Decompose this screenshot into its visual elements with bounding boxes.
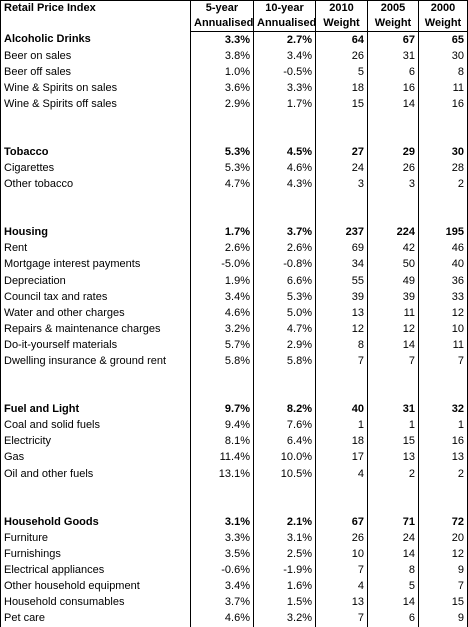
item-row: [1, 321, 468, 337]
group-row-10yr-cell[interactable]: 8.2%: [254, 402, 316, 418]
item-row: [1, 80, 468, 96]
item-row-label[interactable]: Repairs & maintenance charges: [1, 321, 191, 337]
empty-cell[interactable]: [368, 370, 419, 386]
item-row-label[interactable]: Mortgage interest payments: [1, 257, 191, 273]
item-row-2000-cell[interactable]: 30: [419, 48, 468, 64]
item-row-label[interactable]: Electricity: [1, 434, 191, 450]
item-row: [1, 595, 468, 611]
item-row-2010-cell[interactable]: 26: [316, 530, 368, 546]
item-row-2000-cell[interactable]: 15: [419, 595, 468, 611]
item-row-5yr-cell[interactable]: 4.6%: [191, 305, 254, 321]
item-row-2005-cell[interactable]: 50: [368, 257, 419, 273]
item-row-2000-cell[interactable]: 12: [419, 546, 468, 562]
empty-cell[interactable]: [191, 193, 254, 209]
item-row: [1, 450, 468, 466]
header-row-1: [1, 1, 468, 17]
empty-cell[interactable]: [316, 112, 368, 128]
item-row-label[interactable]: Beer on sales: [1, 48, 191, 64]
item-row-2000-cell[interactable]: 9: [419, 562, 468, 578]
empty-cell[interactable]: [1, 498, 191, 514]
table-body: [1, 1, 468, 627]
item-row-2000-cell[interactable]: 40: [419, 257, 468, 273]
item-row-5yr-cell[interactable]: 5.8%: [191, 354, 254, 370]
item-row-2005-cell[interactable]: 11: [368, 305, 419, 321]
item-row-5yr-cell[interactable]: -5.0%: [191, 257, 254, 273]
item-row-label[interactable]: Do-it-yourself materials: [1, 337, 191, 353]
item-row-10yr-cell[interactable]: 6.6%: [254, 273, 316, 289]
group-row-5yr-cell[interactable]: 3.1%: [191, 514, 254, 530]
item-row-2005-cell[interactable]: 7: [368, 354, 419, 370]
item-row-2005-cell[interactable]: 3: [368, 177, 419, 193]
empty-cell[interactable]: [419, 370, 468, 386]
item-row: [1, 64, 468, 80]
item-row-2000-cell[interactable]: 2: [419, 466, 468, 482]
item-row-2000-cell[interactable]: 7: [419, 354, 468, 370]
item-row-10yr-cell[interactable]: 10.0%: [254, 450, 316, 466]
item-row-2000-cell[interactable]: 16: [419, 96, 468, 112]
empty-cell[interactable]: [419, 386, 468, 402]
group-row-5yr-cell[interactable]: 5.3%: [191, 144, 254, 160]
col-subheader-2000[interactable]: Weight: [419, 16, 468, 32]
item-row-10yr-cell[interactable]: 4.6%: [254, 161, 316, 177]
empty-cell[interactable]: [419, 498, 468, 514]
item-row-2010-cell[interactable]: 12: [316, 321, 368, 337]
group-row-10yr-cell[interactable]: 3.7%: [254, 225, 316, 241]
item-row-label[interactable]: Depreciation: [1, 273, 191, 289]
group-row-2005-cell[interactable]: 224: [368, 225, 419, 241]
empty-cell[interactable]: [191, 209, 254, 225]
item-row-2005-cell[interactable]: 2: [368, 466, 419, 482]
group-row-2010-cell[interactable]: 237: [316, 225, 368, 241]
group-row-label[interactable]: Household Goods: [1, 514, 191, 530]
col-subheader-2010[interactable]: Weight: [316, 16, 368, 32]
empty-cell[interactable]: [254, 370, 316, 386]
item-row-2010-cell[interactable]: 15: [316, 96, 368, 112]
item-row-2005-cell[interactable]: 42: [368, 241, 419, 257]
item-row-label[interactable]: Electrical appliances: [1, 562, 191, 578]
empty-cell[interactable]: [254, 498, 316, 514]
empty-cell[interactable]: [316, 209, 368, 225]
item-row-10yr-cell[interactable]: 2.6%: [254, 241, 316, 257]
item-row-2000-cell[interactable]: 10: [419, 321, 468, 337]
item-row-2010-cell[interactable]: 4: [316, 466, 368, 482]
group-row-2000-cell[interactable]: 30: [419, 144, 468, 160]
item-row: [1, 289, 468, 305]
item-row: [1, 611, 468, 627]
item-row-5yr-cell[interactable]: 4.6%: [191, 611, 254, 627]
col-header-10yr[interactable]: 10-year: [254, 1, 316, 17]
item-row-2005-cell[interactable]: 6: [368, 64, 419, 80]
group-row-2005-cell[interactable]: 31: [368, 402, 419, 418]
group-row-5yr-cell[interactable]: 3.3%: [191, 32, 254, 49]
item-row-2005-cell[interactable]: 12: [368, 321, 419, 337]
empty-cell[interactable]: [368, 386, 419, 402]
group-row-label[interactable]: Housing: [1, 225, 191, 241]
item-row-2010-cell[interactable]: 24: [316, 161, 368, 177]
item-row-5yr-cell[interactable]: 1.9%: [191, 273, 254, 289]
group-row-2005-cell[interactable]: 67: [368, 32, 419, 49]
empty-cell[interactable]: [316, 193, 368, 209]
empty-cell[interactable]: [368, 482, 419, 498]
item-row-2010-cell[interactable]: 69: [316, 241, 368, 257]
item-row-2005-cell[interactable]: 24: [368, 530, 419, 546]
item-row-2000-cell[interactable]: 20: [419, 530, 468, 546]
item-row-label[interactable]: Household consumables: [1, 595, 191, 611]
item-row-10yr-cell[interactable]: 1.5%: [254, 595, 316, 611]
item-row: [1, 530, 468, 546]
empty-cell[interactable]: [254, 482, 316, 498]
item-row-2005-cell[interactable]: 26: [368, 161, 419, 177]
item-row-2000-cell[interactable]: 16: [419, 434, 468, 450]
empty-cell[interactable]: [1, 112, 191, 128]
empty-cell[interactable]: [368, 193, 419, 209]
item-row-10yr-cell[interactable]: -0.5%: [254, 64, 316, 80]
item-row-label[interactable]: Gas: [1, 450, 191, 466]
group-row-2000-cell[interactable]: 195: [419, 225, 468, 241]
item-row: [1, 466, 468, 482]
item-row-10yr-cell[interactable]: 10.5%: [254, 466, 316, 482]
group-row: [1, 514, 468, 530]
group-row-10yr-cell[interactable]: 4.5%: [254, 144, 316, 160]
empty-cell[interactable]: [254, 112, 316, 128]
group-row-2010-cell[interactable]: 27: [316, 144, 368, 160]
item-row-2010-cell[interactable]: 8: [316, 337, 368, 353]
item-row-2010-cell[interactable]: 34: [316, 257, 368, 273]
empty-cell[interactable]: [191, 128, 254, 144]
item-row-2000-cell[interactable]: 11: [419, 337, 468, 353]
item-row-2000-cell[interactable]: 7: [419, 578, 468, 594]
table-title[interactable]: Retail Price Index: [1, 1, 191, 32]
item-row-label[interactable]: Wine & Spirits on sales: [1, 80, 191, 96]
item-row: [1, 48, 468, 64]
item-row-2000-cell[interactable]: 11: [419, 80, 468, 96]
empty-cell[interactable]: [191, 112, 254, 128]
item-row-2005-cell[interactable]: 14: [368, 546, 419, 562]
item-row-2010-cell[interactable]: 18: [316, 434, 368, 450]
item-row-5yr-cell[interactable]: 2.6%: [191, 241, 254, 257]
empty-cell[interactable]: [419, 128, 468, 144]
item-row-2000-cell[interactable]: 12: [419, 305, 468, 321]
empty-cell[interactable]: [316, 498, 368, 514]
item-row-2010-cell[interactable]: 39: [316, 289, 368, 305]
item-row-2005-cell[interactable]: 5: [368, 578, 419, 594]
item-row: [1, 578, 468, 594]
item-row-10yr-cell[interactable]: 2.9%: [254, 337, 316, 353]
group-row-2010-cell[interactable]: 64: [316, 32, 368, 49]
item-row-label[interactable]: Rent: [1, 241, 191, 257]
item-row-label[interactable]: Dwelling insurance & ground rent: [1, 354, 191, 370]
group-row-5yr-cell[interactable]: 1.7%: [191, 225, 254, 241]
group-row: [1, 32, 468, 49]
empty-cell[interactable]: [1, 193, 191, 209]
empty-cell[interactable]: [368, 209, 419, 225]
item-row-5yr-cell[interactable]: -0.6%: [191, 562, 254, 578]
item-row-5yr-cell[interactable]: 11.4%: [191, 450, 254, 466]
item-row-label[interactable]: Water and other charges: [1, 305, 191, 321]
item-row-2000-cell[interactable]: 46: [419, 241, 468, 257]
item-row-2000-cell[interactable]: 36: [419, 273, 468, 289]
group-row-2000-cell[interactable]: 65: [419, 32, 468, 49]
item-row: [1, 562, 468, 578]
col-header-2005[interactable]: 2005: [368, 1, 419, 17]
item-row-2010-cell[interactable]: 55: [316, 273, 368, 289]
item-row-10yr-cell[interactable]: 1.7%: [254, 96, 316, 112]
empty-cell[interactable]: [368, 498, 419, 514]
item-row-2010-cell[interactable]: 5: [316, 64, 368, 80]
empty-cell[interactable]: [254, 193, 316, 209]
empty-cell[interactable]: [254, 209, 316, 225]
empty-cell[interactable]: [316, 482, 368, 498]
item-row-5yr-cell[interactable]: 3.3%: [191, 530, 254, 546]
spacer-row: [1, 370, 468, 386]
item-row: [1, 241, 468, 257]
empty-cell[interactable]: [191, 370, 254, 386]
spacer-row: [1, 482, 468, 498]
spacer-row: [1, 193, 468, 209]
empty-cell[interactable]: [191, 498, 254, 514]
item-row-label[interactable]: Pet care: [1, 611, 191, 627]
item-row-2005-cell[interactable]: 39: [368, 289, 419, 305]
item-row-10yr-cell[interactable]: 7.6%: [254, 418, 316, 434]
item-row-10yr-cell[interactable]: -0.8%: [254, 257, 316, 273]
item-row-label[interactable]: Other household equipment: [1, 578, 191, 594]
item-row-2010-cell[interactable]: 26: [316, 48, 368, 64]
item-row-5yr-cell[interactable]: 2.9%: [191, 96, 254, 112]
item-row-label[interactable]: Coal and solid fuels: [1, 418, 191, 434]
col-header-2000[interactable]: 2000: [419, 1, 468, 17]
empty-cell[interactable]: [254, 386, 316, 402]
item-row-10yr-cell[interactable]: 5.8%: [254, 354, 316, 370]
item-row-2005-cell[interactable]: 49: [368, 273, 419, 289]
item-row-2000-cell[interactable]: 8: [419, 64, 468, 80]
item-row-5yr-cell[interactable]: 4.7%: [191, 177, 254, 193]
spacer-row: [1, 128, 468, 144]
item-row-label[interactable]: Furniture: [1, 530, 191, 546]
item-row: [1, 337, 468, 353]
col-subheader-5yr[interactable]: Annualised: [191, 16, 254, 32]
item-row-2000-cell[interactable]: 1: [419, 418, 468, 434]
item-row-2010-cell[interactable]: 7: [316, 354, 368, 370]
item-row-2010-cell[interactable]: 7: [316, 562, 368, 578]
item-row-2000-cell[interactable]: 33: [419, 289, 468, 305]
item-row: [1, 177, 468, 193]
item-row: [1, 418, 468, 434]
group-row-2000-cell[interactable]: 32: [419, 402, 468, 418]
item-row-10yr-cell[interactable]: 5.3%: [254, 289, 316, 305]
item-row-2010-cell[interactable]: 17: [316, 450, 368, 466]
item-row-2010-cell[interactable]: 1: [316, 418, 368, 434]
group-row-label[interactable]: Tobacco: [1, 144, 191, 160]
group-row-label[interactable]: Fuel and Light: [1, 402, 191, 418]
item-row-5yr-cell[interactable]: 3.6%: [191, 80, 254, 96]
item-row-2010-cell[interactable]: 7: [316, 611, 368, 627]
empty-cell[interactable]: [316, 386, 368, 402]
item-row-10yr-cell[interactable]: 3.2%: [254, 611, 316, 627]
item-row-2005-cell[interactable]: 13: [368, 450, 419, 466]
item-row-10yr-cell[interactable]: -1.9%: [254, 562, 316, 578]
item-row-5yr-cell[interactable]: 13.1%: [191, 466, 254, 482]
item-row-2005-cell[interactable]: 15: [368, 434, 419, 450]
empty-cell[interactable]: [1, 370, 191, 386]
group-row-2010-cell[interactable]: 40: [316, 402, 368, 418]
item-row-2005-cell[interactable]: 31: [368, 48, 419, 64]
item-row-10yr-cell[interactable]: 1.6%: [254, 578, 316, 594]
item-row-10yr-cell[interactable]: 4.7%: [254, 321, 316, 337]
group-row-2000-cell[interactable]: 72: [419, 514, 468, 530]
item-row-5yr-cell[interactable]: 8.1%: [191, 434, 254, 450]
item-row: [1, 161, 468, 177]
empty-cell[interactable]: [419, 209, 468, 225]
empty-cell[interactable]: [1, 386, 191, 402]
item-row-2005-cell[interactable]: 14: [368, 96, 419, 112]
item-row-2005-cell[interactable]: 14: [368, 595, 419, 611]
col-header-5yr[interactable]: 5-year: [191, 1, 254, 17]
col-subheader-2005[interactable]: Weight: [368, 16, 419, 32]
empty-cell[interactable]: [1, 209, 191, 225]
item-row-5yr-cell[interactable]: 5.3%: [191, 161, 254, 177]
item-row-2000-cell[interactable]: 9: [419, 611, 468, 627]
group-row-label[interactable]: Alcoholic Drinks: [1, 32, 191, 49]
empty-cell[interactable]: [316, 128, 368, 144]
item-row-2010-cell[interactable]: 13: [316, 305, 368, 321]
empty-cell[interactable]: [419, 193, 468, 209]
spacer-row: [1, 498, 468, 514]
item-row-10yr-cell[interactable]: 3.4%: [254, 48, 316, 64]
item-row-label[interactable]: Furnishings: [1, 546, 191, 562]
empty-cell[interactable]: [1, 128, 191, 144]
item-row-5yr-cell[interactable]: 3.8%: [191, 48, 254, 64]
item-row: [1, 273, 468, 289]
empty-cell[interactable]: [316, 370, 368, 386]
spacer-row: [1, 386, 468, 402]
item-row-5yr-cell[interactable]: 3.2%: [191, 321, 254, 337]
group-row-10yr-cell[interactable]: 2.1%: [254, 514, 316, 530]
item-row-10yr-cell[interactable]: 3.3%: [254, 80, 316, 96]
spacer-row: [1, 112, 468, 128]
item-row-10yr-cell[interactable]: 2.5%: [254, 546, 316, 562]
item-row-2010-cell[interactable]: 3: [316, 177, 368, 193]
item-row-2010-cell[interactable]: 10: [316, 546, 368, 562]
item-row-10yr-cell[interactable]: 6.4%: [254, 434, 316, 450]
item-row-2005-cell[interactable]: 8: [368, 562, 419, 578]
item-row: [1, 96, 468, 112]
item-row-label[interactable]: Oil and other fuels: [1, 466, 191, 482]
item-row-5yr-cell[interactable]: 3.4%: [191, 578, 254, 594]
empty-cell[interactable]: [191, 482, 254, 498]
item-row: [1, 546, 468, 562]
item-row-5yr-cell[interactable]: 3.7%: [191, 595, 254, 611]
item-row-2005-cell[interactable]: 6: [368, 611, 419, 627]
item-row: [1, 257, 468, 273]
item-row-2000-cell[interactable]: 13: [419, 450, 468, 466]
spacer-row: [1, 209, 468, 225]
item-row-2005-cell[interactable]: 16: [368, 80, 419, 96]
empty-cell[interactable]: [419, 112, 468, 128]
group-row-2010-cell[interactable]: 67: [316, 514, 368, 530]
empty-cell[interactable]: [254, 128, 316, 144]
item-row-label[interactable]: Council tax and rates: [1, 289, 191, 305]
item-row-label[interactable]: Other tobacco: [1, 177, 191, 193]
item-row-2005-cell[interactable]: 14: [368, 337, 419, 353]
empty-cell[interactable]: [368, 128, 419, 144]
item-row-10yr-cell[interactable]: 4.3%: [254, 177, 316, 193]
empty-cell[interactable]: [419, 482, 468, 498]
group-row-2005-cell[interactable]: 71: [368, 514, 419, 530]
item-row-5yr-cell[interactable]: 1.0%: [191, 64, 254, 80]
col-header-2010[interactable]: 2010: [316, 1, 368, 17]
item-row-2000-cell[interactable]: 28: [419, 161, 468, 177]
item-row-5yr-cell[interactable]: 5.7%: [191, 337, 254, 353]
group-row-2005-cell[interactable]: 29: [368, 144, 419, 160]
item-row-5yr-cell[interactable]: 3.4%: [191, 289, 254, 305]
group-row: [1, 402, 468, 418]
item-row: [1, 305, 468, 321]
group-row: [1, 144, 468, 160]
item-row-label[interactable]: Cigarettes: [1, 161, 191, 177]
item-row-2000-cell[interactable]: 2: [419, 177, 468, 193]
empty-cell[interactable]: [191, 386, 254, 402]
item-row-2010-cell[interactable]: 4: [316, 578, 368, 594]
col-subheader-10yr[interactable]: Annualised: [254, 16, 316, 32]
item-row-label[interactable]: Wine & Spirits off sales: [1, 96, 191, 112]
empty-cell[interactable]: [368, 112, 419, 128]
item-row-2005-cell[interactable]: 1: [368, 418, 419, 434]
item-row-2010-cell[interactable]: 18: [316, 80, 368, 96]
group-row-10yr-cell[interactable]: 2.7%: [254, 32, 316, 49]
item-row-5yr-cell[interactable]: 3.5%: [191, 546, 254, 562]
item-row-10yr-cell[interactable]: 5.0%: [254, 305, 316, 321]
item-row: [1, 434, 468, 450]
item-row-10yr-cell[interactable]: 3.1%: [254, 530, 316, 546]
item-row: [1, 354, 468, 370]
group-row-5yr-cell[interactable]: 9.7%: [191, 402, 254, 418]
item-row-label[interactable]: Beer off sales: [1, 64, 191, 80]
group-row: [1, 225, 468, 241]
empty-cell[interactable]: [1, 482, 191, 498]
item-row-5yr-cell[interactable]: 9.4%: [191, 418, 254, 434]
item-row-2010-cell[interactable]: 13: [316, 595, 368, 611]
